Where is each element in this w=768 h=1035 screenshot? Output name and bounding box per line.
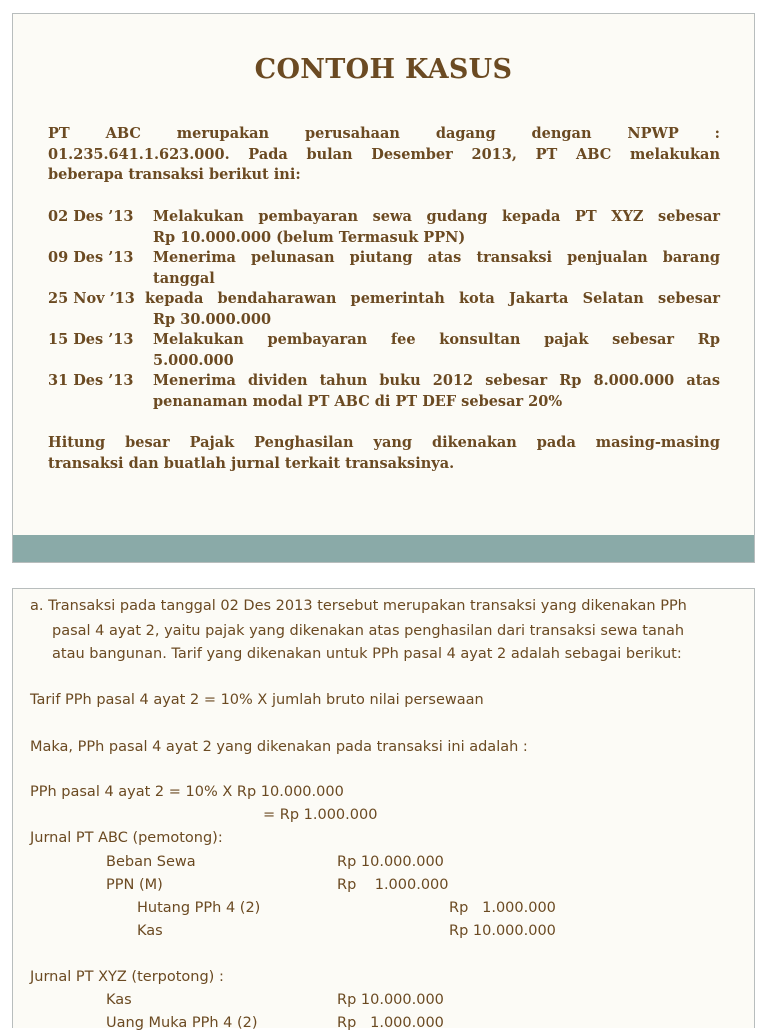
transaction-line: Menerima dividen tahun buku 2012 sebesar Rp 8.000.000 atas bbox=[153, 372, 720, 389]
intro-line: PT ABC merupakan perusahaan dagang dengan NPWP : bbox=[48, 125, 720, 142]
journal-account: Uang Muka PPh 4 (2) bbox=[106, 1015, 258, 1031]
journal-account: Kas bbox=[137, 923, 163, 939]
slide-title: CONTOH KASUS bbox=[254, 54, 513, 85]
slide-case-example bbox=[12, 13, 755, 563]
journal-account: Hutang PPh 4 (2) bbox=[137, 900, 261, 916]
question-paragraph bbox=[48, 433, 720, 474]
intro-line: beberapa transaksi berikut ini: bbox=[48, 166, 301, 184]
point-a-line: a. Transaksi pada tanggal 02 Des 2013 tersebut merupakan transaksi yang dikenakan PPh bbox=[30, 598, 687, 614]
point-a-line: pasal 4 ayat 2, yaitu pajak yang dikenakan atas penghasilan dari transaksi sewa tanah bbox=[52, 623, 685, 639]
transaction-description bbox=[153, 248, 720, 289]
point-a-line: atau bangunan. Tarif yang dikenakan untuk PPh pasal 4 ayat 2 adalah sebagai berikut: bbox=[52, 646, 682, 662]
transaction-line: tanggal bbox=[153, 269, 215, 287]
intro-paragraph bbox=[48, 124, 720, 186]
transaction-date: 02 Des ’13 bbox=[48, 208, 134, 225]
transaction-description bbox=[153, 207, 720, 248]
journal-account: Kas bbox=[106, 992, 132, 1008]
question-line: Hitung besar Pajak Penghasilan yang dikenakan pada masing-masing bbox=[48, 434, 720, 451]
tarif-formula: Tarif PPh pasal 4 ayat 2 = 10% X jumlah bruto nilai persewaan bbox=[30, 692, 484, 708]
journal-heading: Jurnal PT ABC (pemotong): bbox=[30, 830, 223, 846]
transaction-line: Melakukan pembayaran fee konsultan pajak sebesar Rp bbox=[153, 331, 720, 348]
transaction-description bbox=[145, 289, 720, 330]
transaction-line: Rp 10.000.000 (belum Termasuk PPN) bbox=[153, 228, 466, 246]
transaction-description bbox=[153, 371, 720, 412]
footer-band bbox=[13, 535, 754, 562]
transaction-date: 31 Des ’13 bbox=[48, 372, 134, 389]
transaction-line: penanaman modal PT ABC di PT DEF sebesar 20% bbox=[153, 392, 563, 410]
transaction-line: Rp 30.000.000 bbox=[153, 310, 272, 328]
journal-credit: Rp 10.000.000 bbox=[449, 923, 556, 939]
transaction-date: 25 Nov ’13 bbox=[48, 290, 135, 307]
transaction-date: 09 Des ’13 bbox=[48, 249, 134, 266]
transaction-description bbox=[153, 330, 720, 371]
transaction-line: Melakukan pembayaran sewa gudang kepada PT XYZ sebesar bbox=[153, 208, 720, 225]
transaction-date: 15 Des ’13 bbox=[48, 331, 134, 348]
calculation-line: PPh pasal 4 ayat 2 = 10% X Rp 10.000.000 bbox=[30, 784, 344, 800]
journal-debit: Rp 1.000.000 bbox=[337, 1015, 444, 1031]
intro-line: 01.235.641.1.623.000. Pada bulan Desember 2013, PT ABC melakukan bbox=[48, 145, 720, 163]
journal-heading: Jurnal PT XYZ (terpotong) : bbox=[30, 969, 224, 985]
transaction-line: 5.000.000 bbox=[153, 351, 234, 369]
slide-answer bbox=[12, 588, 755, 1031]
transaction-line: kepada bendaharawan pemerintah kota Jakarta Selatan sebesar bbox=[145, 290, 720, 307]
journal-account: Beban Sewa bbox=[106, 854, 196, 870]
calculation-result: = Rp 1.000.000 bbox=[263, 807, 378, 823]
journal-debit: Rp 10.000.000 bbox=[337, 992, 444, 1008]
maka-statement: Maka, PPh pasal 4 ayat 2 yang dikenakan pada transaksi ini adalah : bbox=[30, 739, 528, 755]
journal-account: PPN (M) bbox=[106, 877, 163, 893]
question-line: transaksi dan buatlah jurnal terkait transaksinya. bbox=[48, 454, 455, 472]
transaction-line: Menerima pelunasan piutang atas transaksi penjualan barang bbox=[153, 249, 720, 266]
journal-debit: Rp 10.000.000 bbox=[337, 854, 444, 870]
journal-credit: Rp 1.000.000 bbox=[449, 900, 556, 916]
journal-debit: Rp 1.000.000 bbox=[337, 877, 449, 893]
